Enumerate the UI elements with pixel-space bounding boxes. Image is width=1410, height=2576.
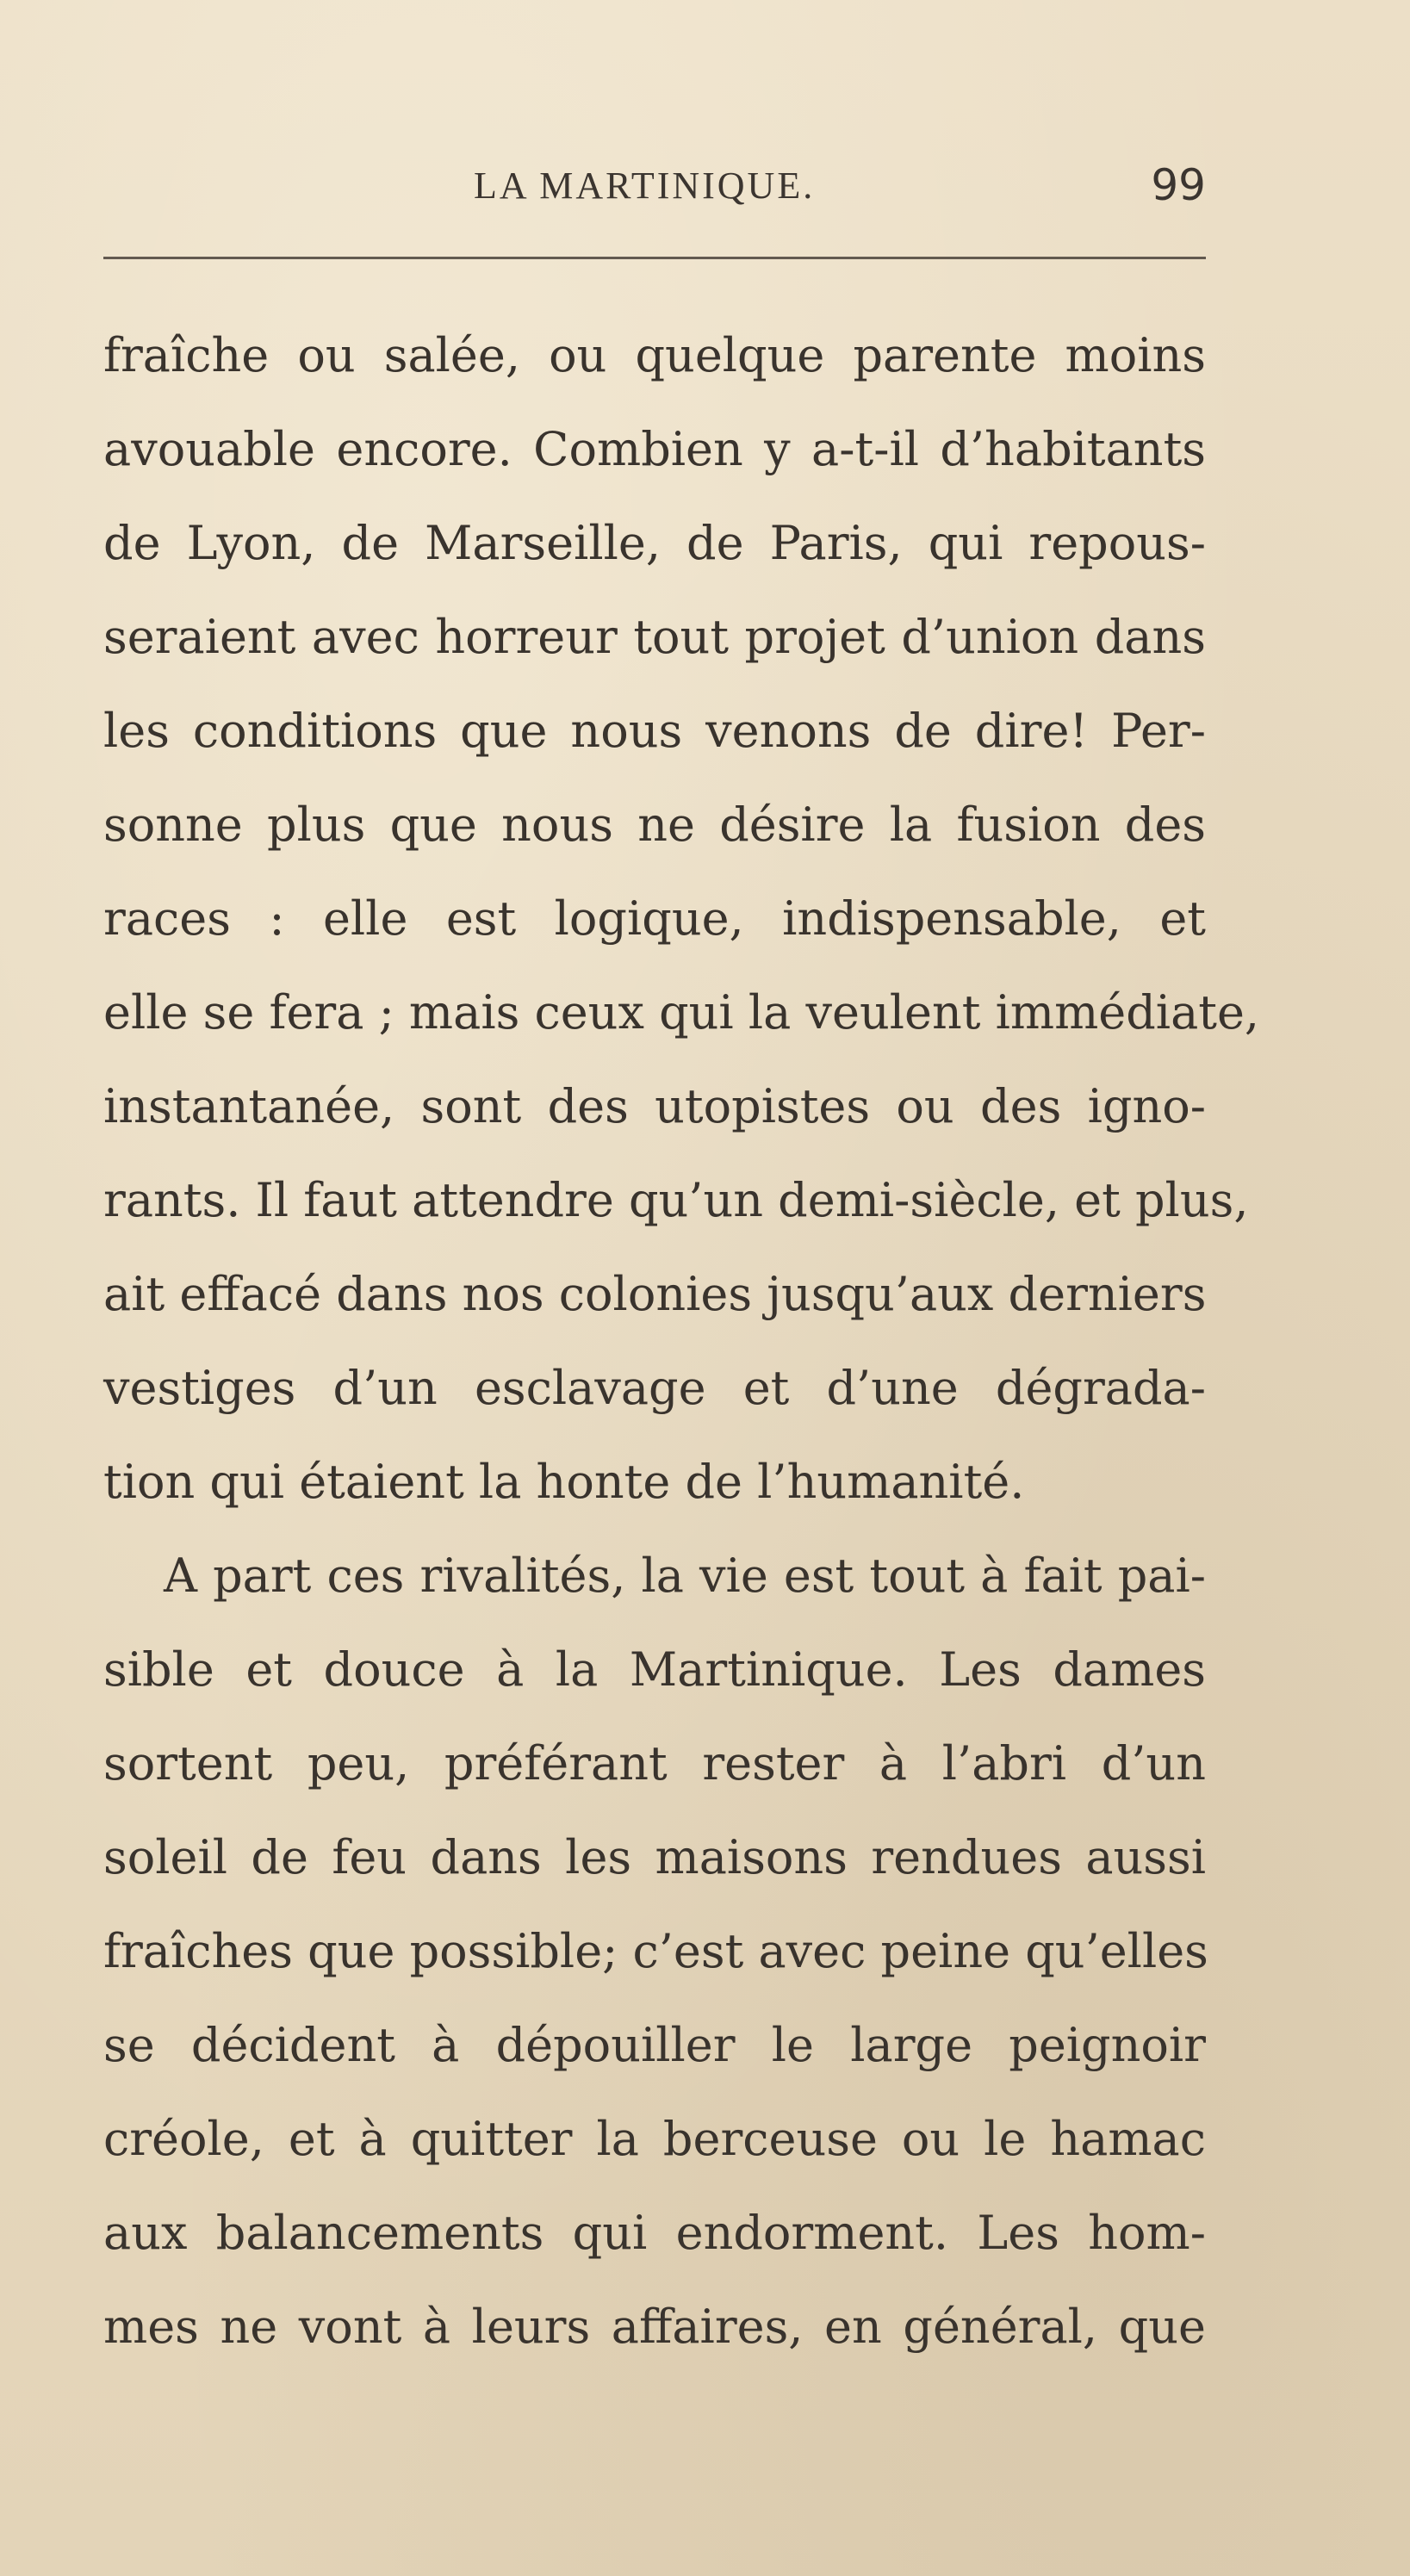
running-title: LA MARTINIQUE. — [474, 164, 816, 207]
text-line: instantanée, sont des utopistes ou des igno- — [103, 1079, 1206, 1133]
text-line: sible et douce à la Martinique. Les dames — [103, 1642, 1206, 1697]
text-line: se décident à dépouiller le large peignoir — [103, 2018, 1206, 2072]
text-line: elle se fera ; mais ceux qui la veulent immédiate, — [103, 985, 1260, 1040]
text-line: mes ne vont à leurs affaires, en général, que — [103, 2300, 1206, 2354]
body-text — [103, 308, 1260, 2374]
text-line: rants. Il faut attendre qu’un demi-siècle, et plus, — [103, 1173, 1249, 1227]
text-line: sortent peu, préférant rester à l’abri d’un — [103, 1736, 1206, 1791]
page-number: 99 — [1151, 160, 1206, 210]
text-line: sonne plus que nous ne désire la fusion des — [103, 798, 1206, 852]
text-line: tion qui étaient la honte de l’humanité. — [103, 1455, 1025, 1509]
text-line: aux balancements qui endorment. Les hom- — [103, 2206, 1206, 2260]
text-line: races : elle est logique, indispensable, et — [103, 891, 1206, 946]
text-line: de Lyon, de Marseille, de Paris, qui repous- — [103, 516, 1206, 570]
text-line: avouable encore. Combien y a-t-il d’habitants — [103, 422, 1206, 476]
text-line: créole, et à quitter la berceuse ou le hamac — [103, 2112, 1206, 2166]
text-line: seraient avec horreur tout projet d’union dans — [103, 610, 1206, 664]
page-header — [103, 160, 1206, 224]
header-rule — [103, 257, 1206, 259]
text-line: ait effacé dans nos colonies jusqu’aux derniers — [103, 1267, 1207, 1321]
text-line: soleil de feu dans les maisons rendues aussi — [103, 1830, 1206, 1884]
text-line: vestiges d’un esclavage et d’une dégrada- — [103, 1361, 1206, 1415]
text-line: les conditions que nous venons de dire! Per- — [103, 704, 1206, 758]
text-line: A part ces rivalités, la vie est tout à fait pai- — [164, 1549, 1206, 1603]
text-line: fraîche ou salée, ou quelque parente moins — [103, 328, 1206, 382]
text-line: fraîches que possible; c’est avec peine qu’elles — [103, 1924, 1208, 1978]
